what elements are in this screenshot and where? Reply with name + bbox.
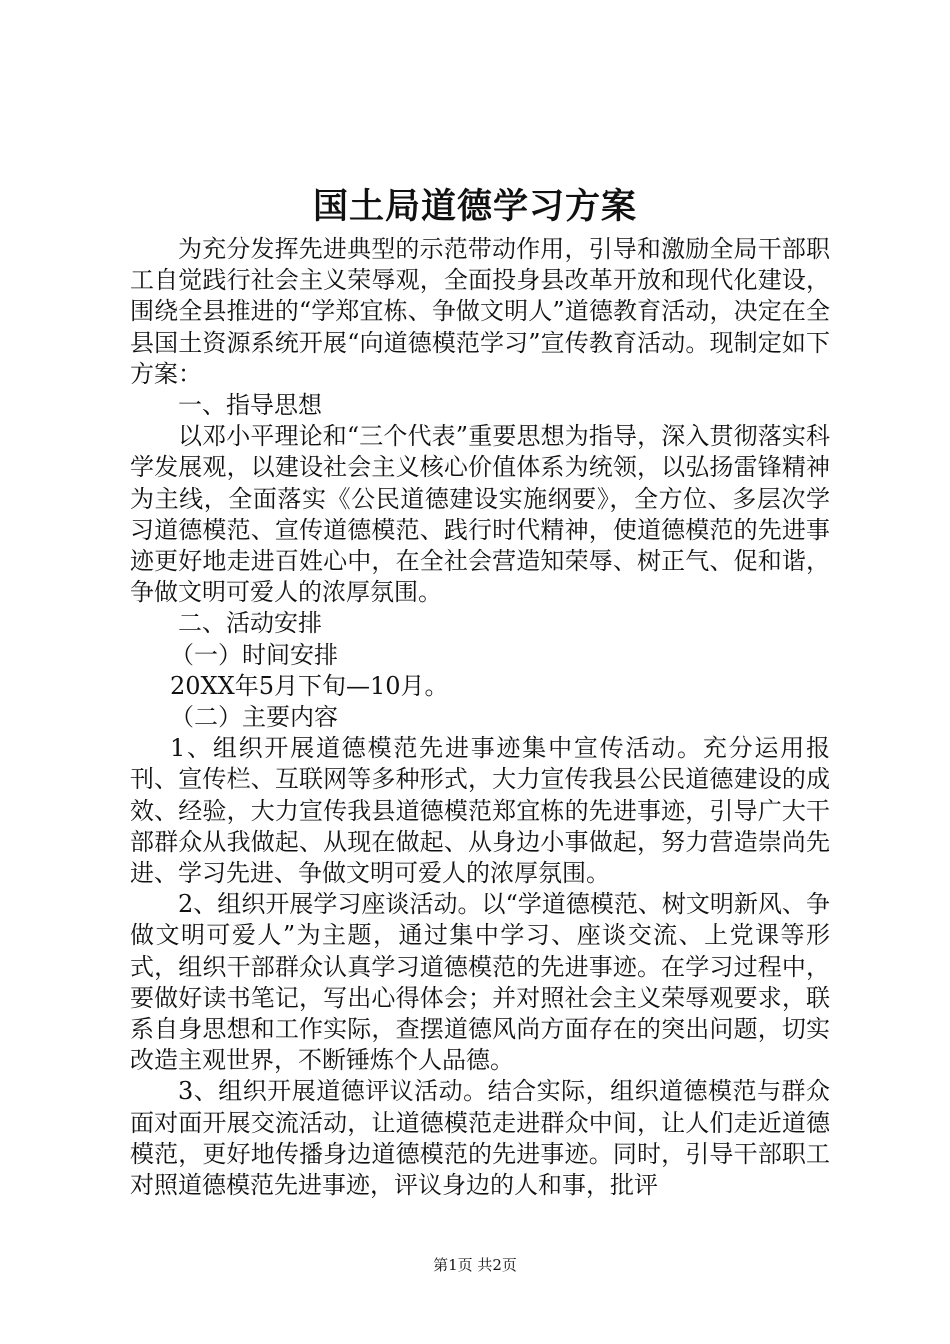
subsection-heading-content: （二）主要内容 (170, 703, 338, 732)
document-title: 国土局道德学习方案 (312, 186, 637, 227)
document-body (130, 234, 830, 1201)
paragraph-intro: 为充分发挥先进典型的示范带动作用，引导和激励全局干部职工自觉践行社会主义荣辱观，全面投身县改革开放和现代化建设，围绕全县推进的“学郑宜栋、争做文明人”道德教育活动，决定在全县国土资源系统开展“向道德模范学习”宣传教育活动。现制定如下方案： (130, 235, 830, 388)
section-heading-guiding-thought: 一、指导思想 (178, 391, 322, 420)
paragraph-item-2: 2、组织开展学习座谈活动。以“学道德模范、树文明新风、争做文明可爱人”为主题，通过集中学习、座谈交流、上党课等形式，组织干部群众认真学习道德模范的先进事迹。在学习过程中，要做好读书笔记，写出心得体会；并对照社会主义荣辱观要求，联系自身思想和工作实际，查摆道德风尚方面存在的突出问题，切实改造主观世界，不断锤炼个人品德。 (130, 890, 830, 1075)
subsection-heading-time: （一）时间安排 (170, 640, 338, 669)
paragraph-item-3: 3、组织开展道德评议活动。结合实际，组织道德模范与群众面对面开展交流活动，让道德模范走进群众中间，让人们走近道德模范，更好地传播身边道德模范的先进事迹。同时，引导干部职工对照道德模范先进事迹，评议身边的人和事，批评 (130, 1077, 830, 1200)
page-footer: 第1页 共2页 (433, 1256, 517, 1274)
paragraph-time: 20XX年5月下旬—10月。 (170, 671, 449, 700)
section-heading-activity-arrangement: 二、活动安排 (178, 609, 322, 638)
paragraph-guiding-thought: 以邓小平理论和“三个代表”重要思想为指导，深入贯彻落实科学发展观，以建设社会主义核心价值体系为统领，以弘扬雷锋精神为主线，全面落实《公民道德建设实施纲要》，全方位、多层次学习道德模范、宣传道德模范、践行时代精神，使道德模范的先进事迹更好地走进百姓心中，在全社会营造知荣辱、树正气、促和谐，争做文明可爱人的浓厚氛围。 (130, 422, 830, 607)
paragraph-item-1: 1、组织开展道德模范先进事迹集中宣传活动。充分运用报刊、宣传栏、互联网等多种形式，大力宣传我县公民道德建设的成效、经验，大力宣传我县道德模范郑宜栋的先进事迹，引导广大干部群众从我做起、从现在做起、从身边小事做起，努力营造崇尚先进、学习先进、争做文明可爱人的浓厚氛围。 (130, 734, 830, 888)
